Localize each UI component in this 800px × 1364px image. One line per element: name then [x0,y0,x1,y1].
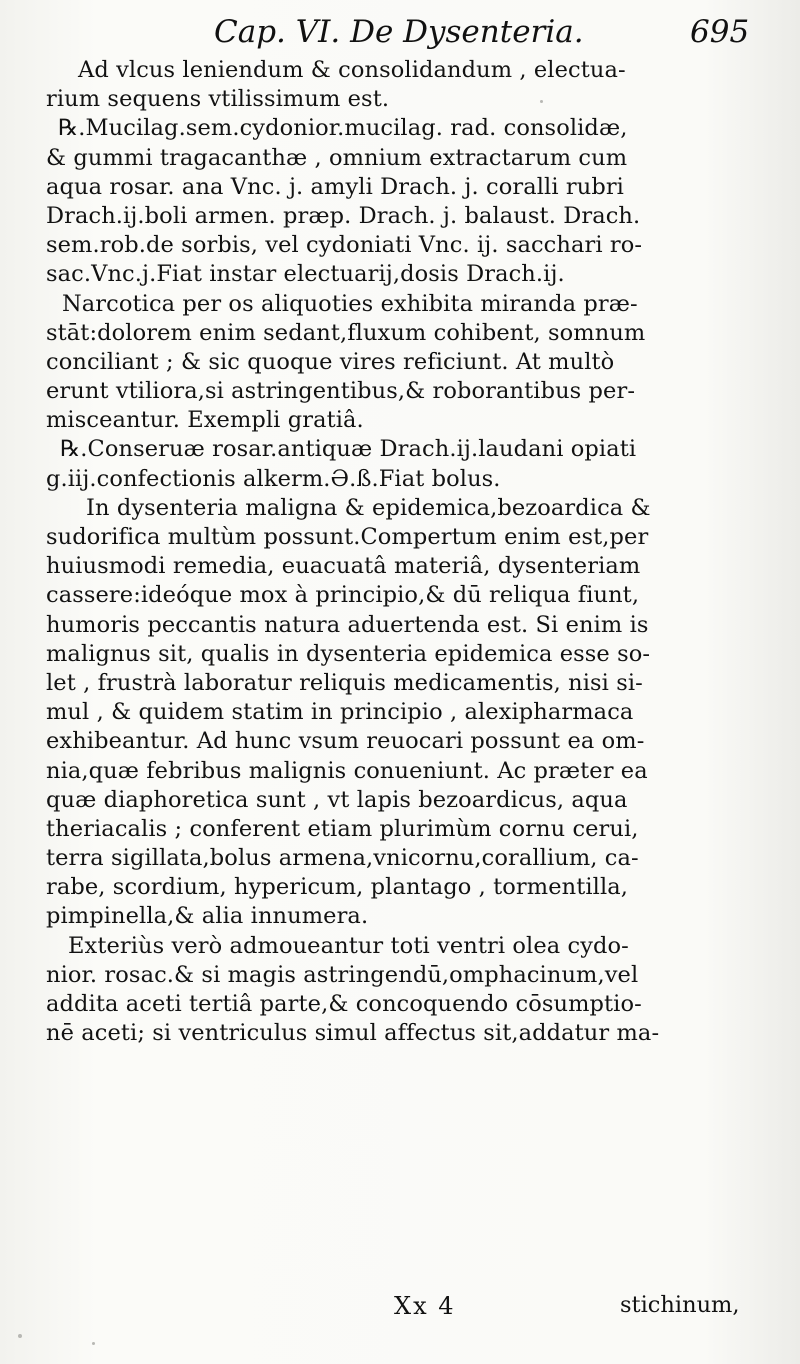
text-line: cassere:ideóque mox à principio,& dū reliqua fiunt, [46,582,640,609]
text-line: nior. rosac.& si magis astringendū,omphacinum,vel [46,961,639,988]
text-line: stāt:dolorem enim sedant,fluxum cohibent, somnum [46,319,646,346]
text-line: nia,quæ febribus malignis conueniunt. Ac præter ea [46,757,648,784]
text-line: let , frustrà laboratur reliquis medicamentis, nisi si- [46,669,643,696]
text-line: misceantur. Exempli gratiâ. [46,407,364,434]
page-footer [0,1292,800,1332]
body-text [46,56,768,1048]
text-line: rabe, scordium, hypericum, plantago , tormentilla, [46,874,629,901]
page-header [0,10,800,56]
text-line: theriacalis ; conferent etiam plurimùm cornu cerui, [46,815,639,842]
text-line: malignus sit, qualis in dysenteria epidemica esse so- [46,640,651,667]
ink-speck [540,100,543,103]
text-line: mul , & quidem statim in principio , alexipharmaca [46,699,634,726]
text-line: erunt vtiliora,si astringentibus,& roborantibus per- [46,378,636,405]
page-number: 695 [690,14,750,50]
text-line: aqua rosar. ana Vnc. j. amyli Drach. j. coralli rubri [46,173,624,200]
text-line: exhibeantur. Ad hunc vsum reuocari possunt ea om- [46,728,645,755]
ink-speck [92,1342,95,1345]
text-line: & gummi tragacanthæ , omnium extractarum cum [46,144,628,171]
ink-speck [18,1334,22,1338]
text-line: humoris peccantis natura aduertenda est. Si enim is [46,611,649,638]
text-line: g.iij.confectionis alkerm.Ə.ß.Fiat bolus. [46,465,501,492]
text-line: ℞.Conseruæ rosar.antiquæ Drach.ij.laudani opiati [60,436,637,463]
text-line: huiusmodi remedia, euacuatâ materiâ, dysenteriam [46,553,641,580]
text-line: sac.Vnc.j.Fiat instar electuarij,dosis Drach.ij. [46,261,565,288]
signature-mark: Xx 4 [394,1292,456,1320]
text-line: sudorifica multùm possunt.Compertum enim est,per [46,524,649,550]
text-line: quæ diaphoretica sunt , vt lapis bezoardicus, aqua [46,786,628,813]
text-line: nē aceti; si ventriculus simul affectus sit,addatur ma- [46,1020,660,1047]
text-line: Narcotica per os aliquoties exhibita miranda præ- [62,290,638,317]
text-line: terra sigillata,bolus armena,vnicornu,corallium, ca- [46,845,639,872]
text-line: ℞.Mucilag.sem.cydonior.mucilag. rad. consolidæ, [58,115,628,142]
catchword: stichinum, [620,1292,740,1318]
text-line: rium sequens vtilissimum est. [46,86,390,113]
text-line: Drach.ij.boli armen. præp. Drach. j. balaust. Drach. [46,202,641,229]
text-line: Ad vlcus leniendum & consolidandum , electua- [78,57,626,83]
text-line: Exteriùs verò admoueantur toti ventri olea cydo- [68,932,629,959]
running-title: Cap. VI. De Dysenteria. [214,14,584,50]
text-line: sem.rob.de sorbis, vel cydoniati Vnc. ij. sacchari ro- [46,232,643,259]
text-line: In dysenteria maligna & epidemica,bezoardica & [86,494,651,521]
text-line: pimpinella,& alia innumera. [46,903,369,930]
text-line: conciliant ; & sic quoque vires reficiunt. At multò [46,348,615,375]
text-line: addita aceti tertiâ parte,& concoquendo cōsumptio- [46,991,642,1017]
